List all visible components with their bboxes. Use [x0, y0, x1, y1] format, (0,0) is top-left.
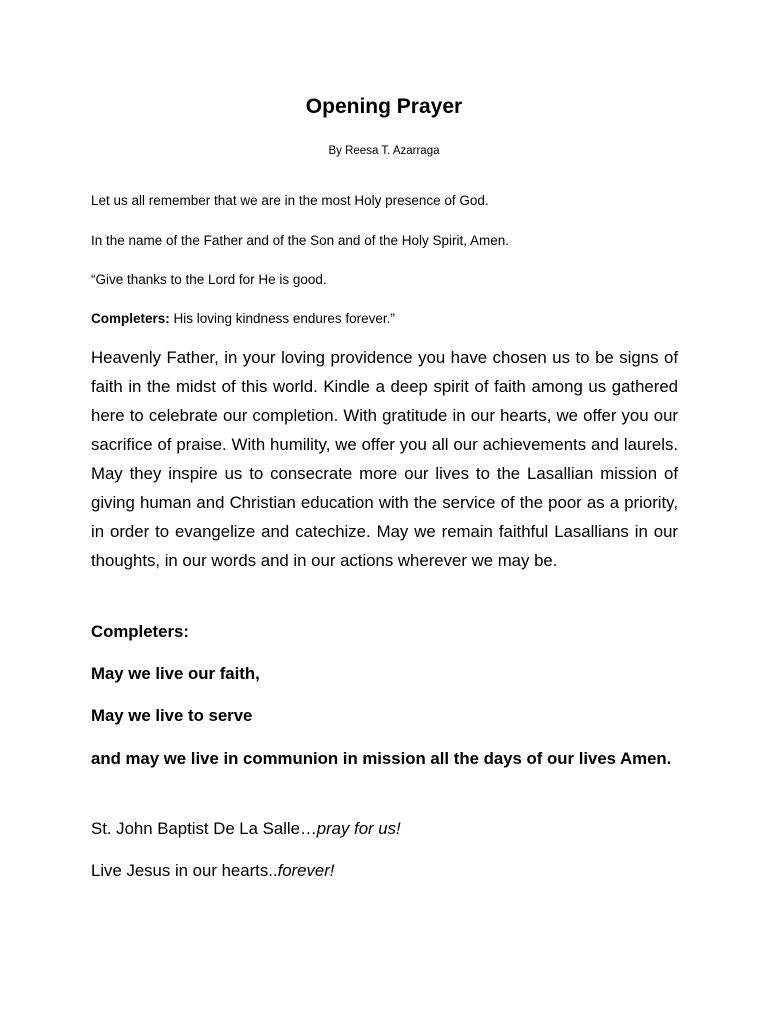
- bold-line-1: May we live our faith,: [91, 664, 260, 683]
- invocation-2-text: Live Jesus in our hearts..: [91, 861, 278, 880]
- author-line: By Reesa T. Azarraga: [328, 145, 440, 157]
- invocation-2-response: forever!: [277, 861, 335, 880]
- bold-line-3: and may we live in communion in mission all the days of our lives Amen.: [91, 749, 672, 768]
- invocation-1-text: St. John Baptist De La Salle…: [91, 819, 317, 838]
- intro-line-1: Let us all remember that we are in the most Holy presence of God.: [91, 193, 489, 208]
- intro-line-3: “Give thanks to the Lord for He is good.: [91, 272, 327, 287]
- invocation-1: [91, 819, 401, 839]
- intro-line-2: In the name of the Father and of the Son and of the Holy Spirit, Amen.: [91, 233, 510, 248]
- prayer-body-paragraph: Heavenly Father, in your loving providence you have chosen us to be signs of faith in the midst of this world. Kindle a deep spirit of faith among us gathered here to celebrate our completion. With gratitude in our hearts, we offer you our sacrifice of praise. With humility, we offer you all our achievements and laurels. May they inspire us to consecrate more our lives to the Lasallian mission of giving human and Christian education with the service of the poor as a priority, in order to evangelize and catechize. May we remain faithful Lasallians in our thoughts, in our words and in our actions wherever we may be.: [91, 348, 678, 570]
- completers-response-text: His loving kindness endures forever.”: [169, 311, 395, 326]
- page-title: Opening Prayer: [305, 95, 463, 118]
- bold-line-2: May we live to serve: [91, 706, 253, 725]
- invocation-1-response: pray for us!: [316, 819, 401, 838]
- completers-label: Completers:: [91, 311, 170, 326]
- completers-heading: Completers:: [91, 622, 189, 641]
- completers-response: [91, 311, 395, 326]
- invocation-2: [91, 861, 334, 881]
